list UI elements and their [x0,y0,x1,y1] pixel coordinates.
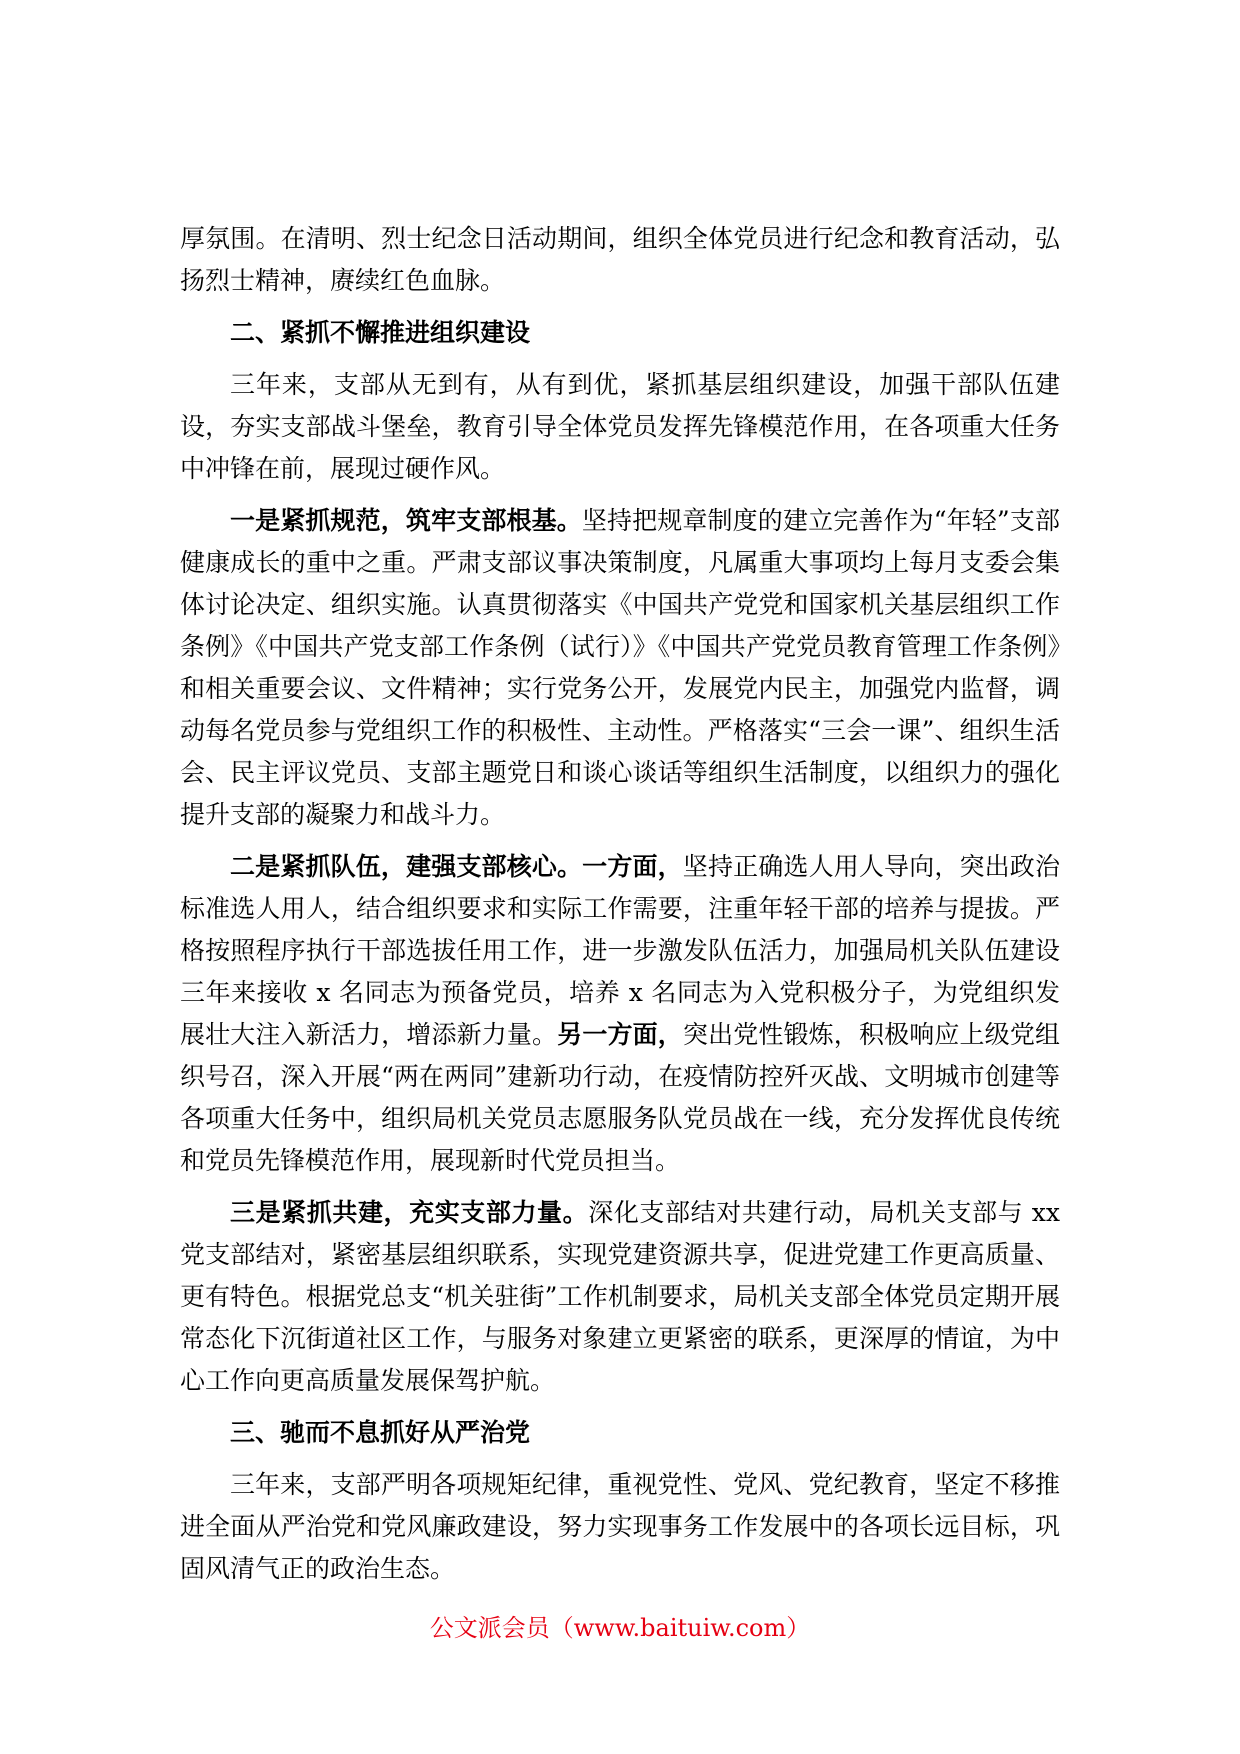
paragraph-lead: 三是紧抓共建，充实支部力量。 [230,1198,589,1227]
section-heading-3: 三、驰而不息抓好从严治党 [230,1418,531,1447]
paragraph-team [180,846,1060,1182]
paragraph-sublead: 一方面， [582,852,683,881]
paragraph-section3-intro: 三年来，支部严明各项规矩纪律，重视党性、党风、党纪教育，坚定不移推进全面从严治党和党风廉政建设，努力实现事务工作发展中的各项长远目标，巩固风清气正的政治生态。 [180,1470,1060,1583]
paragraph-lead: 一是紧抓规范，筑牢支部根基。 [230,506,582,535]
paragraph-text: 三年来接收 x 名同志为预备党员，培养 x 名同志为入党积极分子，为党组织发展壮大注入新活力，增添新力量。 [180,978,1060,1049]
footer-watermark: 公文派会员（www.baituiw.com） [429,1614,811,1642]
document-body [180,218,1060,1590]
paragraph-joint-building [180,1192,1060,1402]
paragraph-continued: 厚氛围。在清明、烈士纪念日活动期间，组织全体党员进行纪念和教育活动，弘扬烈士精神，赓续红色血脉。 [180,224,1060,295]
section-heading-2: 二、紧抓不懈推进组织建设 [230,318,531,347]
paragraph-text: 坚持正确选人用人导向，突出政治标准选人用人，结合组织要求和实际工作需要，注重年轻干部的培养与提拔。严格按照程序执行干部选拔任用工作，进一步激发队伍活力，加强局机关队伍建设 [180,852,1060,965]
paragraph-text: 深化支部结对共建行动，局机关支部与 xx 党支部结对，紧密基层组织联系，实现党建资源共享，促进党建工作更高质量、更有特色。根据党总支“机关驻街”工作机制要求，局机关支部全体党员定期开展常态化下沉街道社区工作，与服务对象建立更紧密的联系，更深厚的情谊，为中心工作向更高质量发展保驾护航。 [180,1198,1060,1395]
paragraph-lead: 二是紧抓队伍，建强支部核心。 [230,852,583,881]
paragraph-section2-intro: 三年来，支部从无到有，从有到优，紧抓基层组织建设，加强干部队伍建设，夯实支部战斗堡垒，教育引导全体党员发挥先锋模范作用，在各项重大任务中冲锋在前，展现过硬作风。 [180,370,1060,483]
paragraph-norms [180,500,1060,836]
paragraph-text: 突出党性锻炼，积极响应上级党组织号召，深入开展“两在两同”建新功行动，在疫情防控歼灭战、文明城市创建等各项重大任务中，组织局机关党员志愿服务队党员战在一线，充分发挥优良传统和党员先锋模范作用，展现新时代党员担当。 [180,1020,1060,1175]
paragraph-text: 坚持把规章制度的建立完善作为“年轻”支部健康成长的重中之重。严肃支部议事决策制度，凡属重大事项均上每月支委会集体讨论决定、组织实施。认真贯彻落实《中国共产党党和国家机关基层组织工作条例》《中国共产党支部工作条例（试行）》《中国共产党党员教育管理工作条例》和相关重要会议、文件精神；实行党务公开，发展党内民主，加强党内监督，调动每名党员参与党组织工作的积极性、主动性。严格落实“三会一课”、组织生活会、民主评议党员、支部主题党日和谈心谈话等组织生活制度，以组织力的强化提升支部的凝聚力和战斗力。 [180,506,1060,829]
paragraph-sublead: 另一方面， [557,1020,683,1049]
